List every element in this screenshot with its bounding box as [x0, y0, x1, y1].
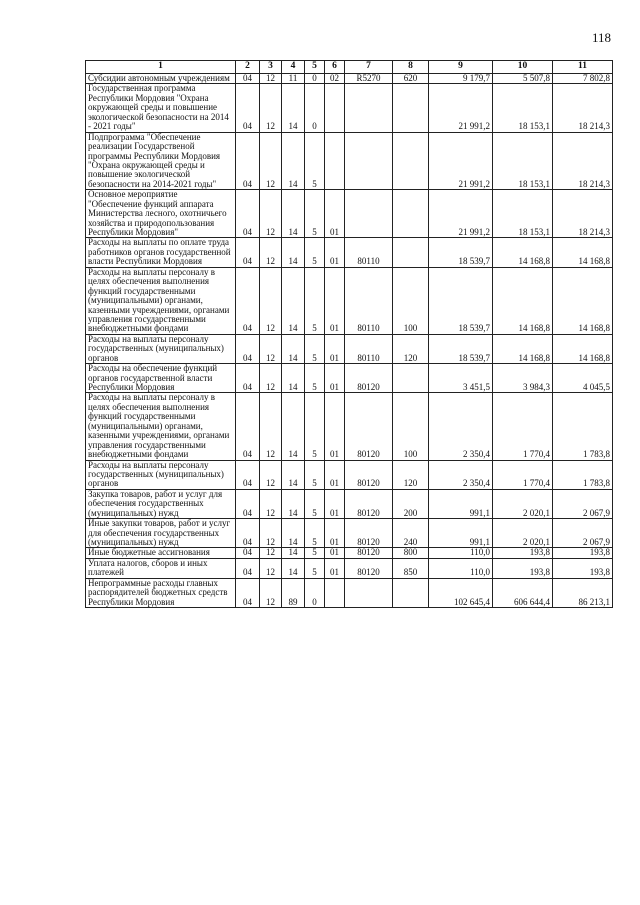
subsection-code-cell: 12 — [260, 460, 282, 489]
amount-year-2-cell: 18 153,1 — [493, 132, 553, 190]
subsection-code-cell: 12 — [260, 558, 282, 578]
row-name-cell: Основное мероприятие "Обеспечение функций аппарата Министерства лесного, охотничьего хозяйства и природопользования Республики Мордовия" — [86, 190, 236, 238]
table-row — [86, 132, 613, 190]
activity-code-cell: 01 — [325, 548, 345, 558]
subsection-code-cell: 12 — [260, 74, 282, 84]
table-row — [86, 558, 613, 578]
amount-year-2-cell: 18 153,1 — [493, 84, 553, 132]
program-code-cell: 11 — [282, 74, 305, 84]
expense-type-cell: 200 — [393, 489, 429, 518]
row-name-cell: Уплата налогов, сборов и иных платежей — [86, 558, 236, 578]
direction-code-cell: 80120 — [345, 548, 393, 558]
subprogram-code-cell: 5 — [305, 364, 325, 393]
amount-year-2-cell: 3 984,3 — [493, 364, 553, 393]
amount-year-2-cell: 606 644,4 — [493, 578, 553, 607]
table-row — [86, 548, 613, 558]
section-code-cell: 04 — [236, 558, 260, 578]
subprogram-code-cell: 5 — [305, 334, 325, 363]
amount-year-3-cell: 2 067,9 — [553, 519, 613, 548]
program-code-cell: 14 — [282, 489, 305, 518]
header-cell: 3 — [260, 61, 282, 74]
amount-year-1-cell: 102 645,4 — [429, 578, 493, 607]
program-code-cell: 14 — [282, 267, 305, 334]
amount-year-1-cell: 991,1 — [429, 519, 493, 548]
table-row — [86, 393, 613, 460]
program-code-cell: 14 — [282, 558, 305, 578]
section-code-cell: 04 — [236, 74, 260, 84]
direction-code-cell — [345, 132, 393, 190]
table-row — [86, 489, 613, 518]
subsection-code-cell: 12 — [260, 578, 282, 607]
amount-year-3-cell: 4 045,5 — [553, 364, 613, 393]
header-cell: 4 — [282, 61, 305, 74]
direction-code-cell: 80120 — [345, 558, 393, 578]
table-row — [86, 578, 613, 607]
amount-year-3-cell: 18 214,3 — [553, 132, 613, 190]
row-name-cell: Расходы на выплаты персоналу государственных (муниципальных) органов — [86, 334, 236, 363]
expense-type-cell — [393, 132, 429, 190]
program-code-cell: 14 — [282, 364, 305, 393]
expense-type-cell — [393, 238, 429, 267]
amount-year-1-cell: 9 179,7 — [429, 74, 493, 84]
amount-year-2-cell: 5 507,8 — [493, 74, 553, 84]
table-row — [86, 519, 613, 548]
direction-code-cell: 80120 — [345, 489, 393, 518]
section-code-cell: 04 — [236, 190, 260, 238]
expense-type-cell: 100 — [393, 267, 429, 334]
header-cell: 9 — [429, 61, 493, 74]
table-row — [86, 364, 613, 393]
header-cell: 10 — [493, 61, 553, 74]
amount-year-3-cell: 1 783,8 — [553, 460, 613, 489]
section-code-cell: 04 — [236, 578, 260, 607]
activity-code-cell: 01 — [325, 393, 345, 460]
direction-code-cell: R5270 — [345, 74, 393, 84]
section-code-cell: 04 — [236, 267, 260, 334]
subprogram-code-cell: 5 — [305, 238, 325, 267]
amount-year-3-cell: 14 168,8 — [553, 334, 613, 363]
amount-year-2-cell: 1 770,4 — [493, 460, 553, 489]
section-code-cell: 04 — [236, 334, 260, 363]
expense-type-cell — [393, 190, 429, 238]
amount-year-2-cell: 2 020,1 — [493, 519, 553, 548]
subprogram-code-cell: 5 — [305, 558, 325, 578]
amount-year-3-cell: 193,8 — [553, 548, 613, 558]
amount-year-3-cell: 7 802,8 — [553, 74, 613, 84]
amount-year-3-cell: 1 783,8 — [553, 393, 613, 460]
activity-code-cell: 01 — [325, 238, 345, 267]
direction-code-cell — [345, 84, 393, 132]
program-code-cell: 14 — [282, 190, 305, 238]
row-name-cell: Закупка товаров, работ и услуг для обеспечения государственных (муниципальных) нужд — [86, 489, 236, 518]
subsection-code-cell: 12 — [260, 489, 282, 518]
activity-code-cell — [325, 132, 345, 190]
amount-year-1-cell: 110,0 — [429, 548, 493, 558]
activity-code-cell: 01 — [325, 489, 345, 518]
subsection-code-cell: 12 — [260, 84, 282, 132]
subsection-code-cell: 12 — [260, 132, 282, 190]
subprogram-code-cell: 5 — [305, 190, 325, 238]
section-code-cell: 04 — [236, 238, 260, 267]
direction-code-cell: 80110 — [345, 238, 393, 267]
amount-year-1-cell: 21 991,2 — [429, 190, 493, 238]
subsection-code-cell: 12 — [260, 364, 282, 393]
section-code-cell: 04 — [236, 393, 260, 460]
amount-year-2-cell: 18 153,1 — [493, 190, 553, 238]
table-row — [86, 74, 613, 84]
table-row — [86, 84, 613, 132]
direction-code-cell — [345, 190, 393, 238]
activity-code-cell: 01 — [325, 267, 345, 334]
expense-type-cell: 800 — [393, 548, 429, 558]
expense-type-cell: 120 — [393, 460, 429, 489]
program-code-cell: 14 — [282, 548, 305, 558]
program-code-cell: 14 — [282, 334, 305, 363]
amount-year-1-cell: 3 451,5 — [429, 364, 493, 393]
direction-code-cell: 80120 — [345, 393, 393, 460]
header-cell: 8 — [393, 61, 429, 74]
table-row — [86, 334, 613, 363]
row-name-cell: Подпрограмма "Обеспечение реализации Государственой программы Республики Мордовия "Охрана окружающей среды и повышение экологической безопасности на 2014-2021 годы" — [86, 132, 236, 190]
subsection-code-cell: 12 — [260, 267, 282, 334]
section-code-cell: 04 — [236, 460, 260, 489]
section-code-cell: 04 — [236, 548, 260, 558]
program-code-cell: 14 — [282, 519, 305, 548]
header-cell: 6 — [325, 61, 345, 74]
row-name-cell: Расходы на выплаты персоналу государственных (муниципальных) органов — [86, 460, 236, 489]
activity-code-cell: 01 — [325, 519, 345, 548]
subprogram-code-cell: 5 — [305, 519, 325, 548]
subprogram-code-cell: 5 — [305, 489, 325, 518]
direction-code-cell: 80110 — [345, 267, 393, 334]
section-code-cell: 04 — [236, 84, 260, 132]
activity-code-cell: 01 — [325, 364, 345, 393]
program-code-cell: 89 — [282, 578, 305, 607]
direction-code-cell: 80110 — [345, 334, 393, 363]
subprogram-code-cell: 5 — [305, 393, 325, 460]
subprogram-code-cell: 5 — [305, 267, 325, 334]
amount-year-2-cell: 14 168,8 — [493, 238, 553, 267]
amount-year-1-cell: 991,1 — [429, 489, 493, 518]
amount-year-1-cell: 18 539,7 — [429, 334, 493, 363]
header-cell: 7 — [345, 61, 393, 74]
amount-year-2-cell: 14 168,8 — [493, 267, 553, 334]
amount-year-1-cell: 18 539,7 — [429, 267, 493, 334]
table-row — [86, 190, 613, 238]
subprogram-code-cell: 5 — [305, 132, 325, 190]
table-row — [86, 460, 613, 489]
subsection-code-cell: 12 — [260, 548, 282, 558]
subsection-code-cell: 12 — [260, 334, 282, 363]
table-row — [86, 267, 613, 334]
section-code-cell: 04 — [236, 489, 260, 518]
amount-year-3-cell: 86 213,1 — [553, 578, 613, 607]
amount-year-1-cell: 2 350,4 — [429, 393, 493, 460]
activity-code-cell — [325, 578, 345, 607]
row-name-cell: Субсидии автономным учреждениям — [86, 74, 236, 84]
amount-year-2-cell: 2 020,1 — [493, 489, 553, 518]
expense-type-cell — [393, 578, 429, 607]
row-name-cell: Расходы на выплаты персоналу в целях обеспечения выполнения функций государственными (муниципальными) органами, казенными учреждениями, органами управления государственными внебюджетными фондами — [86, 393, 236, 460]
amount-year-3-cell: 18 214,3 — [553, 190, 613, 238]
table-row — [86, 238, 613, 267]
subsection-code-cell: 12 — [260, 238, 282, 267]
section-code-cell: 04 — [236, 519, 260, 548]
row-name-cell: Расходы на выплаты персоналу в целях обеспечения выполнения функций государственными (муниципальными) органами, казенными учреждениями, органами управления государственными внебюджетными фондами — [86, 267, 236, 334]
header-cell: 1 — [86, 61, 236, 74]
activity-code-cell: 01 — [325, 460, 345, 489]
row-name-cell: Иные закупки товаров, работ и услуг для обеспечения государственных (муниципальных) нужд — [86, 519, 236, 548]
row-name-cell: Расходы на выплаты по оплате труда работников органов государственной власти Республики Мордовия — [86, 238, 236, 267]
subsection-code-cell: 12 — [260, 519, 282, 548]
amount-year-2-cell: 193,8 — [493, 558, 553, 578]
subprogram-code-cell: 0 — [305, 84, 325, 132]
expense-type-cell: 240 — [393, 519, 429, 548]
amount-year-2-cell: 193,8 — [493, 548, 553, 558]
amount-year-3-cell: 18 214,3 — [553, 84, 613, 132]
table-body — [86, 74, 613, 608]
header-cell: 2 — [236, 61, 260, 74]
amount-year-2-cell: 1 770,4 — [493, 393, 553, 460]
amount-year-3-cell: 14 168,8 — [553, 267, 613, 334]
expense-type-cell — [393, 84, 429, 132]
subprogram-code-cell: 5 — [305, 548, 325, 558]
program-code-cell: 14 — [282, 238, 305, 267]
amount-year-1-cell: 21 991,2 — [429, 132, 493, 190]
row-name-cell: Расходы на обеспечение функций органов государственной власти Республики Мордовия — [86, 364, 236, 393]
expense-type-cell: 120 — [393, 334, 429, 363]
amount-year-1-cell: 18 539,7 — [429, 238, 493, 267]
subsection-code-cell: 12 — [260, 393, 282, 460]
subsection-code-cell: 12 — [260, 190, 282, 238]
activity-code-cell: 01 — [325, 558, 345, 578]
section-code-cell: 04 — [236, 132, 260, 190]
expense-type-cell: 620 — [393, 74, 429, 84]
expense-type-cell: 100 — [393, 393, 429, 460]
activity-code-cell: 01 — [325, 190, 345, 238]
subprogram-code-cell: 5 — [305, 460, 325, 489]
row-name-cell: Непрограммные расходы главных распорядителей бюджетных средств Республики Мордовия — [86, 578, 236, 607]
direction-code-cell: 80120 — [345, 460, 393, 489]
header-cell: 5 — [305, 61, 325, 74]
program-code-cell: 14 — [282, 84, 305, 132]
budget-table — [85, 60, 613, 608]
amount-year-1-cell: 110,0 — [429, 558, 493, 578]
activity-code-cell: 01 — [325, 334, 345, 363]
direction-code-cell — [345, 578, 393, 607]
expense-type-cell — [393, 364, 429, 393]
amount-year-2-cell: 14 168,8 — [493, 334, 553, 363]
direction-code-cell: 80120 — [345, 364, 393, 393]
expense-type-cell: 850 — [393, 558, 429, 578]
row-name-cell: Государственная программа Республики Мордовия "Охрана окружающей среды и повышение экологической безопасности на 2014 - 2021 годы" — [86, 84, 236, 132]
amount-year-3-cell: 193,8 — [553, 558, 613, 578]
program-code-cell: 14 — [282, 460, 305, 489]
subprogram-code-cell: 0 — [305, 578, 325, 607]
row-name-cell: Иные бюджетные ассигнования — [86, 548, 236, 558]
section-code-cell: 04 — [236, 364, 260, 393]
activity-code-cell — [325, 84, 345, 132]
subprogram-code-cell: 0 — [305, 74, 325, 84]
program-code-cell: 14 — [282, 393, 305, 460]
amount-year-1-cell: 2 350,4 — [429, 460, 493, 489]
amount-year-3-cell: 14 168,8 — [553, 238, 613, 267]
header-cell: 11 — [553, 61, 613, 74]
activity-code-cell: 02 — [325, 74, 345, 84]
header-row — [86, 61, 613, 74]
amount-year-3-cell: 2 067,9 — [553, 489, 613, 518]
page-number: 118 — [592, 30, 612, 45]
program-code-cell: 14 — [282, 132, 305, 190]
direction-code-cell: 80120 — [345, 519, 393, 548]
amount-year-1-cell: 21 991,2 — [429, 84, 493, 132]
